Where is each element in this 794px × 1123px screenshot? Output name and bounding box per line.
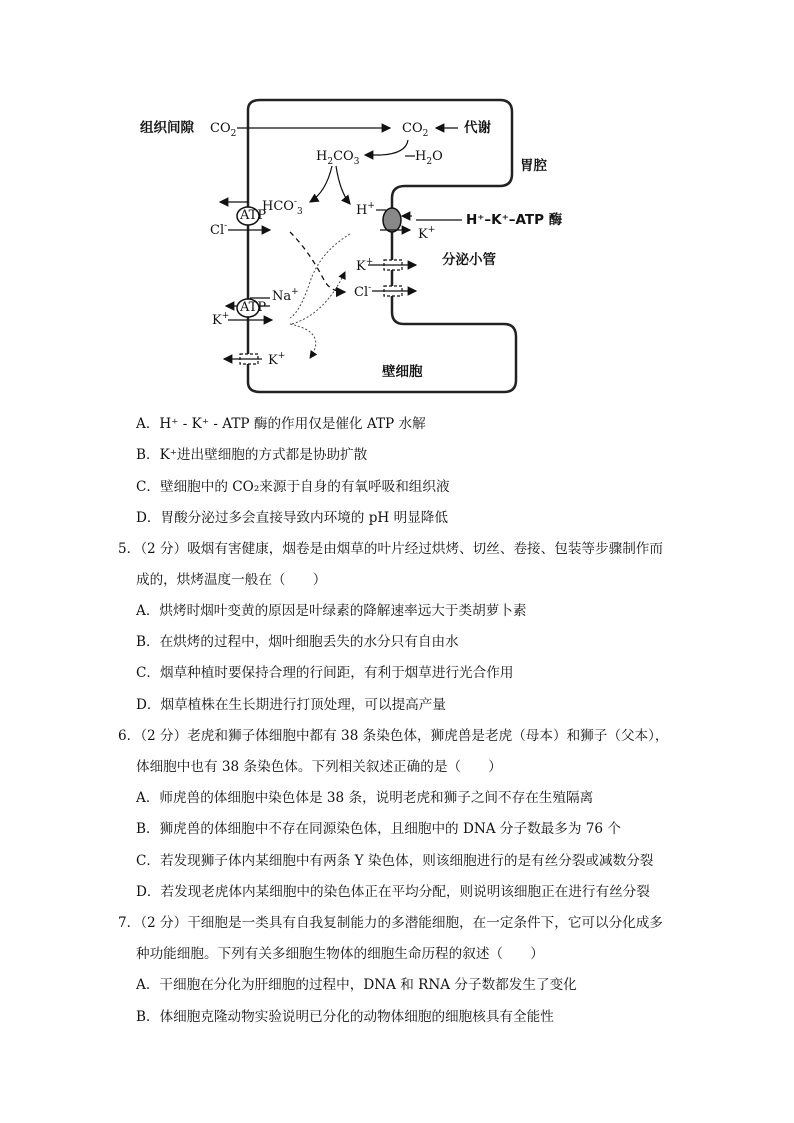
q6-stem-line2: 体细胞中也有 38 条染色体。下列相关叙述正确的是（ ） (136, 759, 502, 775)
q5-option-d: D．烟草植株在生长期进行打顶处理，可以提高产量 (136, 697, 446, 713)
svg-text:H2O: $H_2O$ (415, 149, 443, 167)
q6-option-b: B．狮虎兽的体细胞中不存在同源染色体，且细胞中的 DNA 分子数最多为 76 个 (136, 821, 621, 837)
interstitial-label: 组织间隙 (140, 120, 194, 136)
svg-text:K+: K+ (268, 351, 286, 368)
q6-option-c: C．若发现狮子体内某细胞中有两条 Y 染色体，则该细胞进行的是有丝分裂或减数分裂 (136, 853, 654, 869)
svg-text:K+: K+ (356, 257, 374, 274)
q5-option-b: B．在烘烤的过程中，烟叶细胞丢失的水分只有自由水 (136, 634, 459, 650)
parietal-cell-label: 壁细胞 (382, 364, 423, 380)
q7-option-b: B．体细胞克隆动物实验说明已分化的动物体细胞的细胞核具有全能性 (136, 1009, 554, 1025)
svg-text:ATP: ATP (240, 208, 267, 223)
svg-text:ATP: ATP (240, 300, 267, 315)
svg-text:Cl-: Cl- (354, 283, 372, 300)
parietal-cell-diagram (140, 92, 580, 404)
q5-stem-line2: 成的，烘烤温度一般在（ ） (136, 572, 327, 588)
q4-option-c: C．壁细胞中的 CO₂来源于自身的有氧呼吸和组织液 (136, 479, 450, 495)
metabolism-label: 代谢 (464, 120, 491, 136)
q6-stem-line1: 6．（2 分）老虎和狮子体细胞中都有 38 条染色体，狮虎兽是老虎（母本）和狮子（父本）， (118, 728, 669, 744)
q4-option-b: B．K⁺进出壁细胞的方式都是协助扩散 (136, 447, 368, 463)
q6-option-a: A．师虎兽的体细胞中染色体是 38 条，说明老虎和狮子之间不存在生殖隔离 (136, 790, 594, 806)
h-k-atpase-pump (383, 208, 401, 232)
svg-text:Cl-: Cl- (210, 221, 228, 238)
q7-stem-line2: 种功能细胞。下列有关多细胞生物体的细胞生命历程的叙述（ ） (136, 946, 544, 962)
pump-enzyme-label: H⁺–K⁺–ATP 酶 (466, 212, 563, 228)
q6-option-d: D．若发现老虎体内某细胞中的染色体正在平均分配，则说明该细胞正在进行有丝分裂 (136, 884, 650, 900)
svg-text:K+: K+ (212, 311, 230, 328)
canaliculus-label: 分泌小管 (442, 252, 496, 268)
q5-stem-line1: 5．（2 分）吸烟有害健康，烟卷是由烟草的叶片经过烘烤、切丝、卷接、包装等步骤制作而 (118, 541, 663, 557)
q5-option-a: A．烘烤时烟叶变黄的原因是叶绿素的降解速率远大于类胡萝卜素 (136, 603, 527, 619)
svg-text:Na+: Na+ (272, 287, 299, 304)
svg-text:CO2: $CO_2$ (402, 121, 429, 139)
svg-text:HCO-3: $HCO^-_3$ (262, 197, 303, 217)
stomach-label: 胃腔 (520, 158, 547, 174)
q4-option-a: A．H⁺ - K⁺ - ATP 酶的作用仅是催化 ATP 水解 (136, 416, 426, 432)
svg-text:H+: H+ (356, 201, 375, 218)
q7-option-a: A．干细胞在分化为肝细胞的过程中，DNA 和 RNA 分子数都发生了变化 (136, 977, 577, 993)
svg-text:K+: K+ (418, 225, 436, 242)
q4-option-d: D．胃酸分泌过多会直接导致内环境的 pH 明显降低 (136, 510, 448, 526)
svg-text:CO2: $CO_2$ (210, 121, 237, 139)
q5-option-c: C．烟草种植时要保持合理的行间距，有利于烟草进行光合作用 (136, 665, 514, 681)
svg-text:H2CO3: $H_2CO_3$ (316, 149, 360, 167)
q7-stem-line1: 7．（2 分）干细胞是一类具有自我复制能力的多潜能细胞，在一定条件下，它可以分化成多 (118, 915, 663, 931)
cell-membrane-outline (248, 100, 516, 392)
